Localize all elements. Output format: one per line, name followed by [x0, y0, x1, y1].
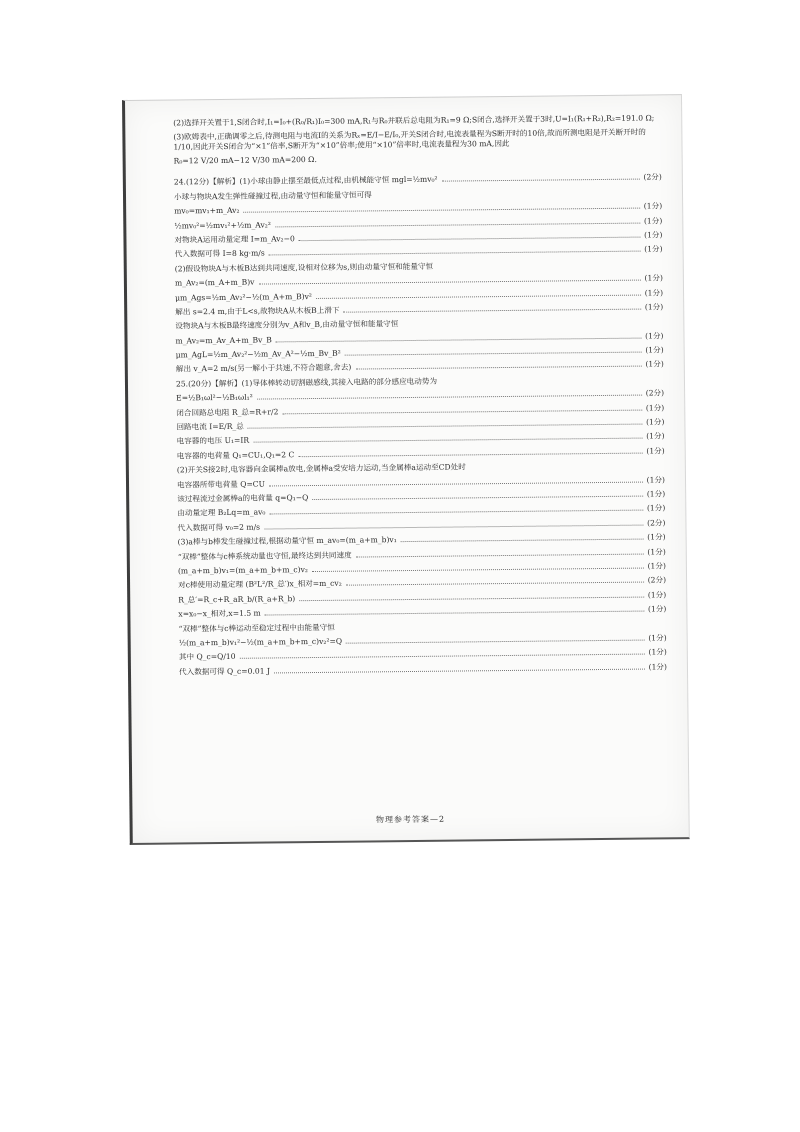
score-label: (1分) [645, 331, 664, 341]
solution-line-text: (3)a棒与b棒发生碰撞过程,根据动量守恒 m_av₀=(m_a+m_b)v₁ [177, 535, 397, 547]
solution-line-text: μm_Ags=½m_Av₂²−½(m_A+m_B)v² [175, 291, 312, 302]
solution-line-text: 其中 Q_c=Q/10 [178, 652, 236, 662]
solution-line-text: m_Av₂=m_Av_A+m_Bv_B [175, 335, 272, 346]
score-label: (1分) [647, 561, 666, 571]
score-label: (1分) [646, 446, 665, 456]
solution-line-text: 代入数据可得 Q_c=0.01 J [178, 666, 271, 677]
score-label: (2分) [647, 575, 667, 585]
intro-paragraph-3: R₀=12 V/20 mA−12 V/30 mA=200 Ω. [173, 154, 317, 166]
score-label: (1分) [647, 546, 666, 557]
score-label: (1分) [644, 302, 664, 312]
dot-leader [401, 538, 644, 543]
score-label: (1分) [643, 201, 663, 211]
solution-line-text: mv₀=mv₁+m_Av₂ [174, 205, 240, 216]
solution-line-text: 对c棒使用动量定理 (B²L²/R_总′)x_相对=m_cv₂ [178, 579, 342, 590]
solution-lines [174, 168, 667, 677]
score-label: (1分) [645, 345, 664, 355]
score-label: (1分) [647, 590, 667, 600]
dot-leader [442, 178, 640, 182]
solution-line-text: 设物块A与木板B最终速度分别为v_A和v_B,由动量守恒和能量守恒 [175, 319, 399, 331]
score-label: (1分) [644, 244, 663, 254]
solution-line-text: μm_AgL=½m_Av₂²−½m_Av_A²−½m_Bv_B² [175, 348, 341, 360]
answer-content [173, 113, 667, 677]
dot-leader [345, 351, 642, 356]
score-label: (1分) [645, 417, 665, 427]
intro-paragraph-1: (2)选择开关置于1,S闭合时,I₁=I₀+(R₀/R₁)I₀=300 mA,R₁与R₀并联后总电阻为R₁=9 Ω;S闭合,选择开关置于3时,U=I₁(R₁+R₂),R₂=191.0 Ω; [173, 113, 655, 128]
score-label: (1分) [645, 402, 665, 413]
answer-sheet [122, 94, 690, 845]
dot-leader [355, 365, 641, 370]
solution-line-text: 代入数据可得 I=8 kg·m/s [174, 248, 265, 259]
score-label: (1分) [648, 661, 668, 672]
solution-line-text: 由动量定理 B₂Lq=m_av₀ [177, 507, 266, 518]
solution-line-text: (2)开关S接2时,电容器向金属棒a放电,金属棒a受安培力运动,当金属棒a运动至CD处时 [176, 462, 466, 475]
solution-line-text: “双棒”整体与c棒系统动量也守恒,最终达到共同速度 [177, 550, 352, 561]
score-label: (1分) [644, 273, 663, 283]
solution-line-text: 解出 s=2.4 m,由于L<s,故物块A从木板B上滑下 [175, 305, 340, 317]
solution-line-text: 代入数据可得 v₀=2 m/s [177, 522, 261, 533]
solution-line-text: R_总′=R_c+R_aR_b/(R_a+R_b) [178, 593, 296, 605]
score-label: (1分) [648, 647, 667, 657]
dot-leader [356, 552, 644, 557]
dot-leader [274, 667, 645, 673]
score-label: (1分) [646, 431, 665, 441]
score-label: (1分) [646, 474, 666, 485]
score-label: (1分) [644, 287, 664, 298]
score-label: (1分) [648, 633, 667, 643]
solution-line-text: ½(m_a+m_b)v₁²−½(m_a+m_b+m_c)v₂²=Q [178, 636, 343, 648]
score-label: (1分) [645, 359, 664, 370]
solution-line-text: 回路电流 I=E/R_总 [176, 421, 244, 432]
solution-line-text: 闭合回路总电阻 R_总=R+r/2 [176, 407, 279, 418]
dot-leader [343, 307, 640, 312]
solution-line-text: 解出 v_A=2 m/s(另一解小于共速,不符合题意,舍去) [175, 363, 352, 374]
solution-line-text: 25.(20分)【解析】(1)导体棒转动切割磁感线,其接入电路的部分感应电动势为 [175, 376, 438, 389]
solution-line-text: 24.(12分)【解析】(1)小球由静止摆至最低点过程,由机械能守恒 mgl=½mv₀² [173, 175, 438, 187]
solution-line-text: 小球与物块A发生弹性碰撞过程,由动量守恒和能量守恒可得 [173, 190, 372, 202]
solution-line-text: 该过程流过金属棒a的电荷量 q=Q₁−Q [177, 493, 309, 504]
solution-line-text: 电容器所带电荷量 Q=CU [176, 479, 266, 490]
intro-paragraph-2: (3)欧姆表中,正确调零之后,待测电阻与电流I的关系为Rₓ=E/I−E/I₀,开关S闭合时,电流表量程为S断开时的10倍,故而所测电阻是开关断开时的1/10,因此开关S闭合为“×1”倍率,S断开为“×10”倍率;使用“×10”倍率时,电流表量程为30 mA,因此 [173, 127, 646, 152]
dot-leader [346, 581, 644, 586]
score-label: (2分) [643, 172, 662, 182]
score-label: (1分) [647, 532, 666, 542]
solution-line-text: ½mv₀²=½mv₁²+½m_Av₂² [174, 220, 271, 231]
solution-line-text: E=½B₁ωl²−½B₁ωl₁² [176, 392, 253, 403]
score-label: (2分) [647, 518, 666, 528]
solution-line-text: 对物块A运用动量定理 I=m_Av₂−0 [174, 234, 295, 245]
solution-line-text: “双棒”整体与c棒运动至稳定过程中由能量守恒 [178, 622, 335, 633]
dot-leader [346, 638, 644, 643]
score-label: (1分) [647, 604, 667, 614]
score-label: (1分) [643, 215, 663, 226]
score-label: (1分) [644, 230, 663, 240]
solution-line-text: m_Av₂=(m_A+m_B)v [174, 277, 255, 288]
solution-line-text: 电容器的电压 U₁=IR [176, 436, 250, 446]
solution-line-text: 电容器的电荷量 Q₁=CU₁,Q₁=2 C [176, 450, 295, 461]
score-label: (1分) [646, 489, 666, 499]
solution-line-text: (2)假设物块A与木板B达到共同速度,设相对位移为s,则由动量守恒和能量守恒 [174, 261, 434, 274]
score-label: (1分) [646, 503, 666, 513]
page-footer: 物理参考答案—2 [375, 814, 446, 825]
solution-line-text: (m_a+m_b)v₁=(m_a+m_b+m_c)v₂ [177, 565, 308, 576]
score-label: (2分) [645, 388, 665, 398]
solution-line-text: x=x₀−x_相对,x=1.5 m [178, 608, 261, 619]
